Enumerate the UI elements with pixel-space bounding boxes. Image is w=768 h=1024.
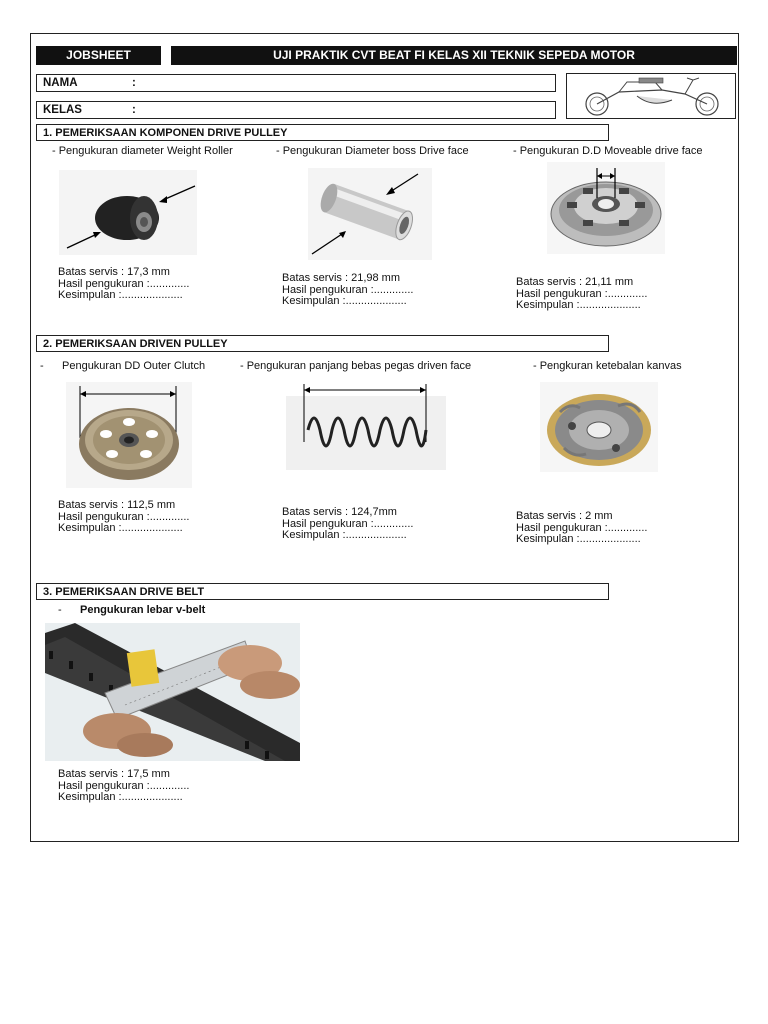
batas-servis: Batas servis : 17,3 mm bbox=[58, 266, 170, 278]
section-3-title: 3. PEMERIKSAAN DRIVE BELT bbox=[36, 583, 609, 600]
boss-image bbox=[308, 168, 432, 260]
section-1-info-3 bbox=[516, 277, 647, 312]
section-2-caption-2: - Pengukuran panjang bebas pegas driven face bbox=[240, 360, 472, 372]
section-1-caption-2: - Pengukuran Diameter boss Drive face bbox=[276, 145, 469, 157]
section-3-caption-1: Pengukuran lebar v-belt bbox=[80, 604, 206, 616]
hasil-pengukuran[interactable]: Hasil pengukuran :............. bbox=[516, 521, 648, 534]
outer-clutch-image bbox=[66, 382, 192, 488]
v-belt-image bbox=[45, 623, 300, 761]
section-1-title: 1. PEMERIKSAAN KOMPONEN DRIVE PULLEY bbox=[36, 124, 609, 141]
hasil-pengukuran[interactable]: Hasil pengukuran :............. bbox=[58, 277, 190, 290]
section-1-caption-3: - Pengukuran D.D Moveable drive face bbox=[513, 145, 703, 157]
kesimpulan[interactable]: Kesimpulan :.................... bbox=[58, 289, 183, 301]
jobsheet-label: JOBSHEET bbox=[36, 46, 161, 65]
section-2-dash: - bbox=[40, 360, 44, 372]
kesimpulan[interactable]: Kesimpulan :.................... bbox=[282, 295, 407, 307]
hasil-pengukuran[interactable]: Hasil pengukuran :............. bbox=[282, 517, 414, 530]
batas-servis: Batas servis : 112,5 mm bbox=[58, 499, 176, 511]
kelas-colon: : bbox=[132, 104, 136, 116]
hasil-pengukuran[interactable]: Hasil pengukuran :............. bbox=[516, 287, 648, 300]
kesimpulan[interactable]: Kesimpulan :.................... bbox=[516, 299, 641, 311]
section-2-info-2 bbox=[282, 507, 413, 542]
section-2-info-1 bbox=[58, 500, 189, 535]
motorcycle-icon bbox=[566, 73, 736, 119]
section-3-dash: - bbox=[58, 604, 62, 616]
hasil-pengukuran[interactable]: Hasil pengukuran :............. bbox=[58, 779, 190, 792]
section-1-info-2 bbox=[282, 273, 413, 308]
section-2-info-3 bbox=[516, 511, 647, 546]
nama-colon: : bbox=[132, 77, 136, 89]
nama-field[interactable] bbox=[36, 74, 556, 92]
section-3-info-1 bbox=[58, 769, 189, 804]
batas-servis: Batas servis : 17,5 mm bbox=[58, 768, 170, 780]
section-2-title: 2. PEMERIKSAAN DRIVEN PULLEY bbox=[36, 335, 609, 352]
moveable-drive-face-image bbox=[547, 162, 665, 254]
section-2-caption-1: Pengukuran DD Outer Clutch bbox=[62, 360, 206, 372]
kesimpulan[interactable]: Kesimpulan :.................... bbox=[282, 529, 407, 541]
batas-servis: Batas servis : 2 mm bbox=[516, 510, 613, 522]
kesimpulan[interactable]: Kesimpulan :.................... bbox=[516, 533, 641, 545]
clutch-shoe-image bbox=[540, 382, 658, 472]
hasil-pengukuran[interactable]: Hasil pengukuran :............. bbox=[282, 283, 414, 296]
hasil-pengukuran[interactable]: Hasil pengukuran :............. bbox=[58, 510, 190, 523]
kesimpulan[interactable]: Kesimpulan :.................... bbox=[58, 522, 183, 534]
kesimpulan[interactable]: Kesimpulan :.................... bbox=[58, 791, 183, 803]
kelas-field[interactable] bbox=[36, 101, 556, 119]
section-2-caption-3: - Pengkuran ketebalan kanvas bbox=[533, 360, 682, 372]
kelas-label: KELAS bbox=[43, 104, 82, 116]
page-title: UJI PRAKTIK CVT BEAT FI KELAS XII TEKNIK SEPEDA MOTOR bbox=[171, 46, 737, 65]
spring-image bbox=[286, 382, 446, 470]
batas-servis: Batas servis : 21,98 mm bbox=[282, 272, 400, 284]
batas-servis: Batas servis : 21,11 mm bbox=[516, 276, 634, 288]
section-1-caption-1: - Pengukuran diameter Weight Roller bbox=[52, 145, 233, 157]
section-1-info-1 bbox=[58, 267, 189, 302]
batas-servis: Batas servis : 124,7mm bbox=[282, 506, 397, 518]
nama-label: NAMA bbox=[43, 77, 78, 89]
weight-roller-image bbox=[59, 170, 197, 255]
